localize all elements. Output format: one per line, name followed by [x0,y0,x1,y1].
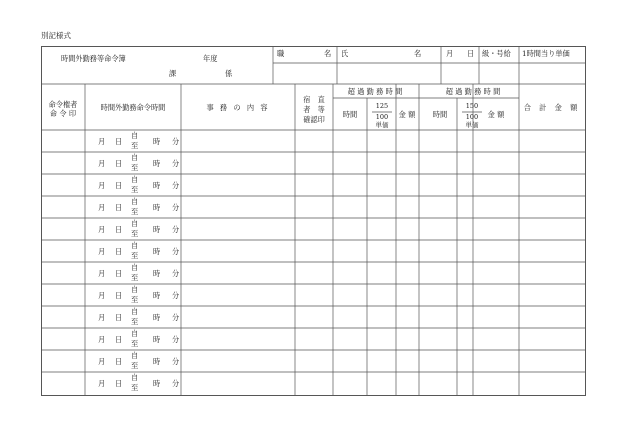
row-minute-label: 分 [172,291,180,300]
row-day-label: 日 [115,379,123,388]
row-from-label: 自 [131,241,139,250]
row-day-label: 日 [115,291,123,300]
row-to-label: 至 [131,317,139,326]
row-month-label: 月 [98,137,106,146]
rate-150-den: 100 [465,113,479,121]
row-month-label: 月 [98,335,106,344]
row-to-label: 至 [131,339,139,348]
row-to-label: 至 [131,251,139,260]
row-hour-label: 時 [153,247,161,256]
row-from-label: 自 [131,197,139,206]
col-grade: 級・号給 [482,49,511,58]
row-day-label: 日 [115,203,123,212]
col-position: 職 [277,49,285,58]
overtime-group-2-header: 超 過 勤 務 時 間 [445,87,501,96]
row-day-label: 日 [115,225,123,234]
row-hour-label: 時 [153,225,161,234]
row-minute-label: 分 [172,379,180,388]
col-position-2: 名 [324,49,332,58]
row-hour-label: 時 [153,357,161,366]
row-hour-label: 時 [153,137,161,146]
row-minute-label: 分 [172,247,180,256]
row-day-label: 日 [115,269,123,278]
overtime-group-1-header: 超 過 勤 務 時 間 [347,87,403,96]
row-from-label: 自 [131,153,139,162]
row-from-label: 自 [131,351,139,360]
row-minute-label: 分 [172,269,180,278]
row-to-label: 至 [131,273,139,282]
row-month-label: 月 [98,203,106,212]
row-from-label: 自 [131,329,139,338]
row-day-label: 日 [115,137,123,146]
row-minute-label: 分 [172,159,180,168]
rate-125-num: 125 [375,102,389,110]
row-hour-label: 時 [153,181,161,190]
col-name-2: 名 [414,49,422,58]
row-month-label: 月 [98,225,106,234]
row-month-label: 月 [98,159,106,168]
row-to-label: 至 [131,361,139,370]
section-suffix: 係 [225,69,233,78]
row-to-label: 至 [131,141,139,150]
row-from-label: 自 [131,219,139,228]
row-from-label: 自 [131,263,139,272]
row-day-label: 日 [115,357,123,366]
col-name: 氏 [341,49,349,58]
row-hour-label: 時 [153,335,161,344]
row-from-label: 自 [131,175,139,184]
book-title: 時間外勤務等命令簿 [61,54,126,63]
row-hour-label: 時 [153,379,161,388]
overtime-order-form [41,46,586,396]
approver-label-1: 命令権者 [48,100,78,109]
row-hour-label: 時 [153,159,161,168]
row-day-label: 日 [115,247,123,256]
unit-price-2: 単価 [465,121,479,129]
amount-header-1: 金 額 [398,110,416,119]
row-minute-label: 分 [172,181,180,190]
row-minute-label: 分 [172,357,180,366]
row-to-label: 至 [131,383,139,392]
row-hour-label: 時 [153,203,161,212]
row-month-label: 月 [98,247,106,256]
hours-header-2: 時間 [432,110,448,119]
row-from-label: 自 [131,285,139,294]
night-duty-header-3: 確認印 [303,115,325,124]
row-from-label: 自 [131,131,139,140]
row-minute-label: 分 [172,313,180,322]
row-month-label: 月 [98,181,106,190]
row-month-label: 月 [98,291,106,300]
section-label: 課 [169,69,177,78]
row-to-label: 至 [131,295,139,304]
row-minute-label: 分 [172,225,180,234]
row-month-label: 月 [98,357,106,366]
work-content-header: 事 務 の 内 容 [206,103,270,112]
row-to-label: 至 [131,229,139,238]
year-label: 年度 [203,54,218,63]
row-day-label: 日 [115,335,123,344]
row-minute-label: 分 [172,335,180,344]
row-month-label: 月 [98,379,106,388]
amount-header-2: 金 額 [487,110,505,119]
row-minute-label: 分 [172,203,180,212]
col-hourly: 1時間当り単価 [522,49,570,58]
overtime-order-time-header: 時間外勤務命令時間 [100,103,166,112]
row-to-label: 至 [131,163,139,172]
row-hour-label: 時 [153,269,161,278]
night-duty-header-2: 者 等 [303,105,325,114]
page-label: 別記様式 [41,31,71,40]
row-to-label: 至 [131,207,139,216]
row-month-label: 月 [98,313,106,322]
col-month: 月 [446,49,454,58]
row-day-label: 日 [115,313,123,322]
row-day-label: 日 [115,159,123,168]
row-hour-label: 時 [153,291,161,300]
row-from-label: 自 [131,307,139,316]
col-day: 日 [467,49,475,58]
rate-150-num: 150 [465,102,479,110]
unit-price-1: 単価 [375,121,389,129]
row-to-label: 至 [131,185,139,194]
hours-header-1: 時間 [342,110,358,119]
row-from-label: 自 [131,373,139,382]
total-amount-header: 合 計 金 額 [523,103,581,112]
night-duty-header-1: 宿 直 [303,95,325,104]
rate-125-den: 100 [375,113,389,121]
row-minute-label: 分 [172,137,180,146]
row-hour-label: 時 [153,313,161,322]
row-day-label: 日 [115,181,123,190]
approver-label-2: 命 令 印 [49,109,77,118]
row-month-label: 月 [98,269,106,278]
